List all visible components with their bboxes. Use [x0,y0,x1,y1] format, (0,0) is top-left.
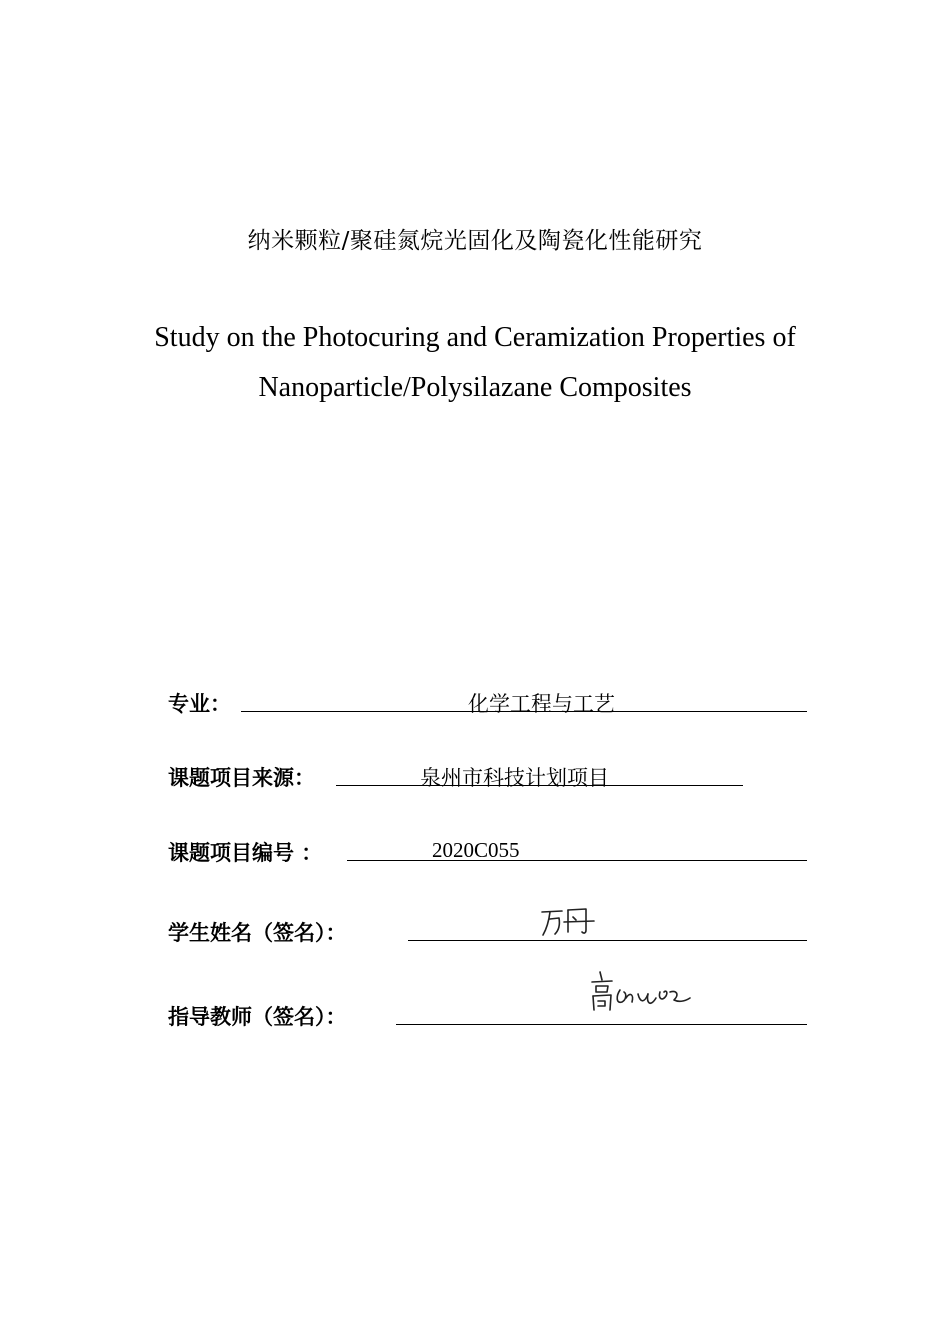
thesis-title-english-line2: Nanoparticle/Polysilazane Composites [258,372,692,403]
student-handwritten-signature [538,902,598,942]
project-source-value: 泉州市科技计划项目 [420,766,609,790]
major-label: 专业： [168,692,231,716]
advisor-signature-label: 指导教师（签名）： [168,1005,347,1029]
student-signature-label: 学生姓名（签名）： [168,921,347,945]
project-number-label: 课题项目编号 ： [168,841,323,865]
advisor-signature-underline [396,1024,807,1025]
advisor-handwritten-signature [586,968,698,1020]
project-number-underline [347,860,807,861]
major-value: 化学工程与工艺 [468,692,615,716]
project-number-value: 2020C055 [432,838,520,862]
thesis-title-chinese: 纳米颗粒/聚硅氮烷光固化及陶瓷化性能研究 [247,228,703,254]
student-signature-underline [408,940,807,941]
thesis-title-english-line1: Study on the Photocuring and Ceramization Properties of [154,322,796,353]
project-source-label: 课题项目来源： [168,766,315,790]
